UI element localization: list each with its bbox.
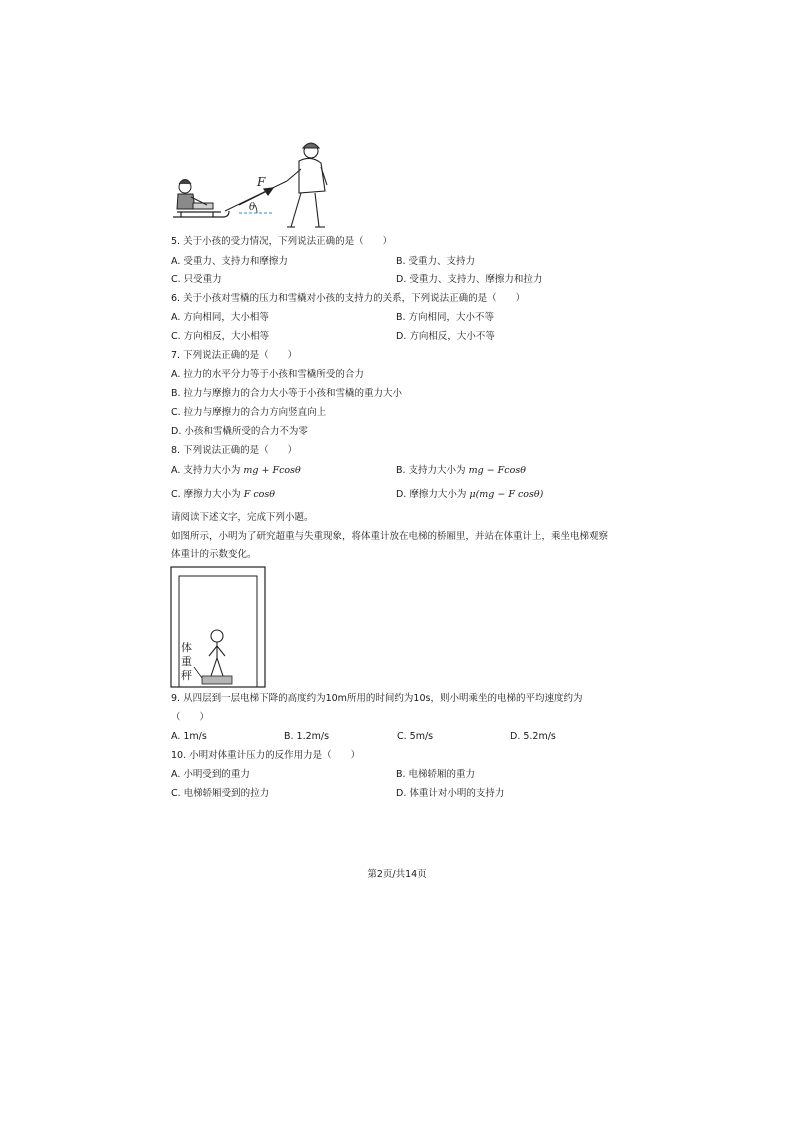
q8-option-c-formula: F cosθ [243,489,275,500]
scale-pointer [194,667,202,678]
q5-option-b[interactable]: B. 受重力、支持力 [396,256,476,267]
scale-label-1: 体 [181,641,192,654]
q9-paren: （ ） [171,712,210,723]
q10-option-a[interactable]: A. 小明受到的重力 [171,769,250,780]
q9-stem: 9. 从四层到一层电梯下降的高度约为10m所用的时间约为10s，则小明乘坐的电梯的平均速度约为 [171,693,583,704]
q8-option-c-text: C. 摩擦力大小为 [171,489,241,500]
passage-line-2: 体重计的示数变化。 [171,549,257,560]
sled [173,211,229,217]
scale-label-3: 秤 [181,669,192,682]
scale-label-2: 重 [181,655,192,668]
q8-option-d-text: D. 摩擦力大小为 [396,489,467,500]
q7-option-c[interactable]: C. 拉力与摩擦力的合力方向竖直向上 [171,407,327,418]
passage-intro: 请阅读下述文字，完成下列小题。 [171,512,314,523]
q9-option-a[interactable]: A. 1m/s [171,731,207,742]
q10-stem: 10. 小明对体重计压力的反作用力是（ ） [171,750,361,761]
q10-option-d[interactable]: D. 体重计对小明的支持力 [396,788,505,799]
q5-stem: 5. 关于小孩的受力情况，下列说法正确的是（ ） [171,236,393,247]
q9-option-b[interactable]: B. 1.2m/s [284,731,330,742]
q6-option-c[interactable]: C. 方向相反，大小相等 [171,331,270,342]
q6-option-a[interactable]: A. 方向相同，大小相等 [171,312,269,323]
q8-stem: 8. 下列说法正确的是（ ） [171,445,298,456]
q7-option-d[interactable]: D. 小孩和雪橇所受的合力不为零 [171,426,308,437]
q8-option-b[interactable] [396,464,526,478]
q8-option-b-formula: mg − Fcosθ [468,465,526,476]
q5-option-d[interactable]: D. 受重力、支持力、摩擦力和拉力 [396,274,543,285]
angle-label: θ [249,202,256,213]
force-arrow [239,188,273,205]
q10-option-c[interactable]: C. 电梯轿厢受到的拉力 [171,788,270,799]
q6-option-d[interactable]: D. 方向相反，大小不等 [396,331,495,342]
q9-option-d[interactable]: D. 5.2m/s [510,731,556,742]
q8-option-a-text: A. 支持力大小为 [171,465,241,476]
q8-option-b-text: B. 支持力大小为 [396,465,466,476]
q7-option-b[interactable]: B. 拉力与摩擦力的合力大小等于小孩和雪橇的重力大小 [171,388,403,399]
scale [202,676,232,684]
q9-option-c[interactable]: C. 5m/s [397,731,434,742]
page-number: 第2页/共14页 [367,869,427,880]
q7-option-a[interactable]: A. 拉力的水平分力等于小孩和雪橇所受的合力 [171,369,364,380]
elevator-figure [170,566,266,688]
q6-option-b[interactable]: B. 方向相同，大小不等 [396,312,495,323]
passage-line-1: 如图所示，小明为了研究超重与失重现象，将体重计放在电梯的桥厢里，并站在体重计上，乘坐电梯观察 [171,531,609,542]
q10-option-b[interactable]: B. 电梯轿厢的重力 [396,769,476,780]
q8-option-a-formula: mg + Fcosθ [243,465,301,476]
adult [287,143,327,227]
child [177,180,213,210]
q7-stem: 7. 下列说法正确的是（ ） [171,350,298,361]
sled-pull-figure [165,139,335,231]
q8-option-c[interactable] [171,488,275,502]
q5-option-c[interactable]: C. 只受重力 [171,274,222,285]
q8-option-d[interactable] [396,488,543,502]
person [209,630,225,676]
q8-option-a[interactable] [171,464,301,478]
q6-stem: 6. 关于小孩对雪橇的压力和雪橇对小孩的支持力的关系，下列说法正确的是（ ） [171,293,526,304]
q5-option-a[interactable]: A. 受重力、支持力和摩擦力 [171,256,288,267]
q8-option-d-formula: μ(mg − F cosθ) [469,489,544,500]
force-label: F [257,175,266,189]
